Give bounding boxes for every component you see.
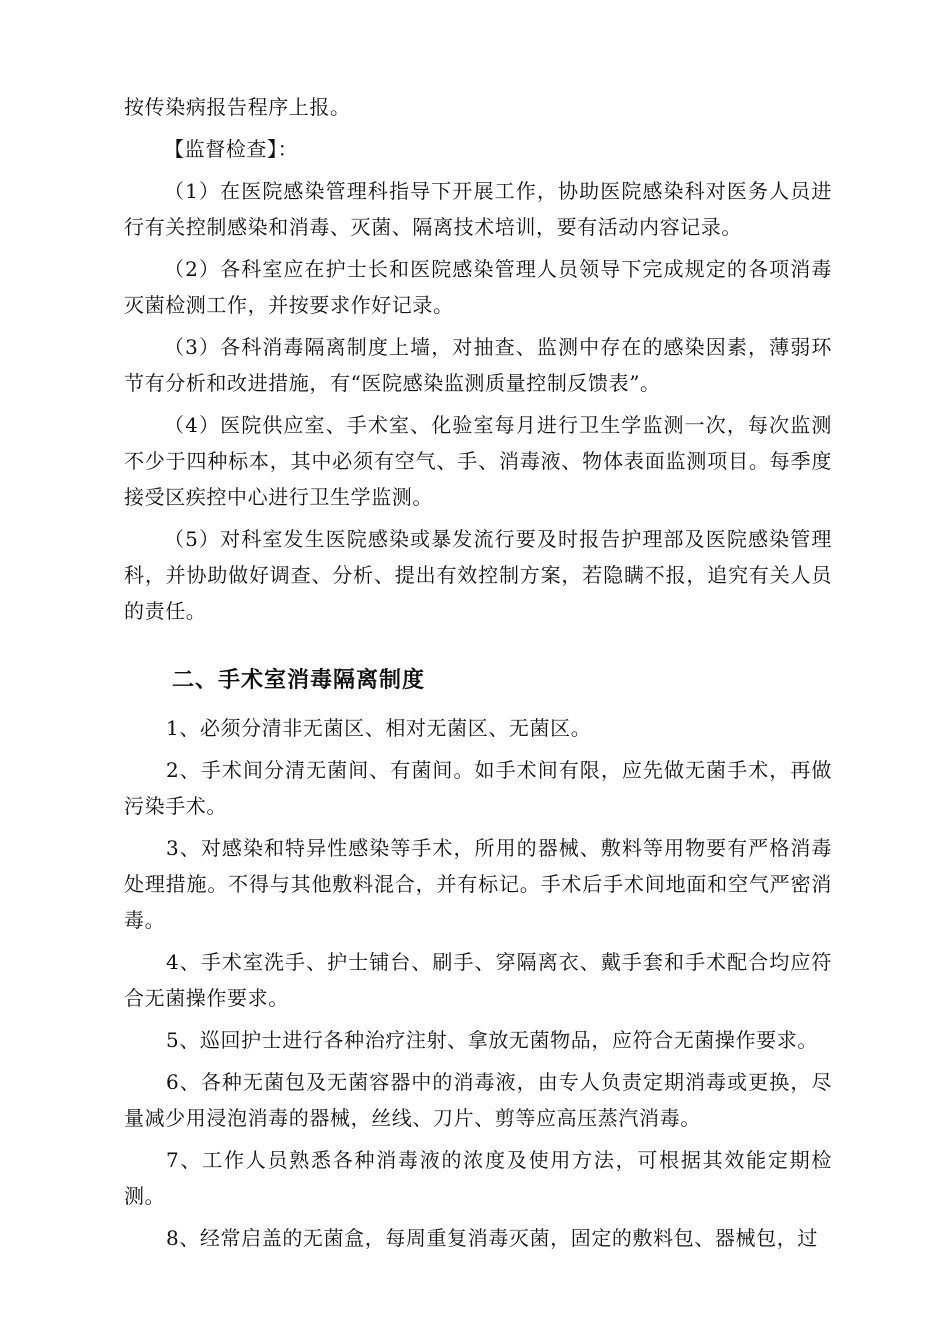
report-line: 按传染病报告程序上报。 bbox=[124, 95, 351, 119]
supervision-item-2: （2）各科室应在护士长和医院感染管理人员领导下完成规定的各项消毒灭菌检测工作，并按要求作好记录。 bbox=[124, 257, 832, 317]
rule-item-5: 5、巡回护士进行各种治疗注射、拿放无菌物品，应符合无菌操作要求。 bbox=[166, 1028, 818, 1052]
rule-item-2: 2、手术间分清无菌间、有菌间。如手术间有限，应先做无菌手术，再做污染手术。 bbox=[124, 758, 832, 818]
rule-item-3: 3、对感染和特异性感染等手术，所用的器械、敷料等用物要有严格消毒处理措施。不得与其他敷料混合，并有标记。手术后手术间地面和空气严密消毒。 bbox=[124, 836, 832, 932]
supervision-item-5: （5）对科室发生医院感染或暴发流行要及时报告护理部及医院感染管理科，并协助做好调查、分析、提出有效控制方案，若隐瞒不报，追究有关人员的责任。 bbox=[124, 527, 832, 623]
section-2-block bbox=[124, 660, 832, 1256]
rule-item-8: 8、经常启盖的无菌盒，每周重复消毒灭菌，固定的敷料包、器械包，过 bbox=[166, 1226, 818, 1250]
rule-item-4: 4、手术室洗手、护士铺台、刷手、穿隔离衣、戴手套和手术配合均应符合无菌操作要求。 bbox=[124, 950, 832, 1010]
supervision-block bbox=[124, 89, 832, 629]
supervision-item-4: （4）医院供应室、手术室、化验室每月进行卫生学监测一次，每次监测不少于四种标本，其中必须有空气、手、消毒液、物体表面监测项目。每季度接受区疾控中心进行卫生学监测。 bbox=[124, 413, 832, 509]
section-title: 二、手术室消毒隔离制度 bbox=[172, 667, 426, 693]
supervision-heading: 【监督检查】： bbox=[164, 137, 299, 161]
supervision-item-1: （1）在医院感染管理科指导下开展工作，协助医院感染科对医务人员进行有关控制感染和消毒、灭菌、隔离技术培训，要有活动内容记录。 bbox=[124, 179, 832, 239]
rule-item-1: 1、必须分清非无菌区、相对无菌区、无菌区。 bbox=[166, 716, 592, 740]
rule-item-6: 6、各种无菌包及无菌容器中的消毒液，由专人负责定期消毒或更换，尽量减少用浸泡消毒的器械，丝线、刀片、剪等应高压蒸汽消毒。 bbox=[124, 1070, 832, 1130]
rule-item-7: 7、工作人员熟悉各种消毒液的浓度及使用方法，可根据其效能定期检测。 bbox=[124, 1148, 832, 1208]
supervision-item-3: （3）各科消毒隔离制度上墙，对抽查、监测中存在的感染因素，薄弱环节有分析和改进措施，有“医院感染监测质量控制反馈表”。 bbox=[124, 335, 832, 395]
